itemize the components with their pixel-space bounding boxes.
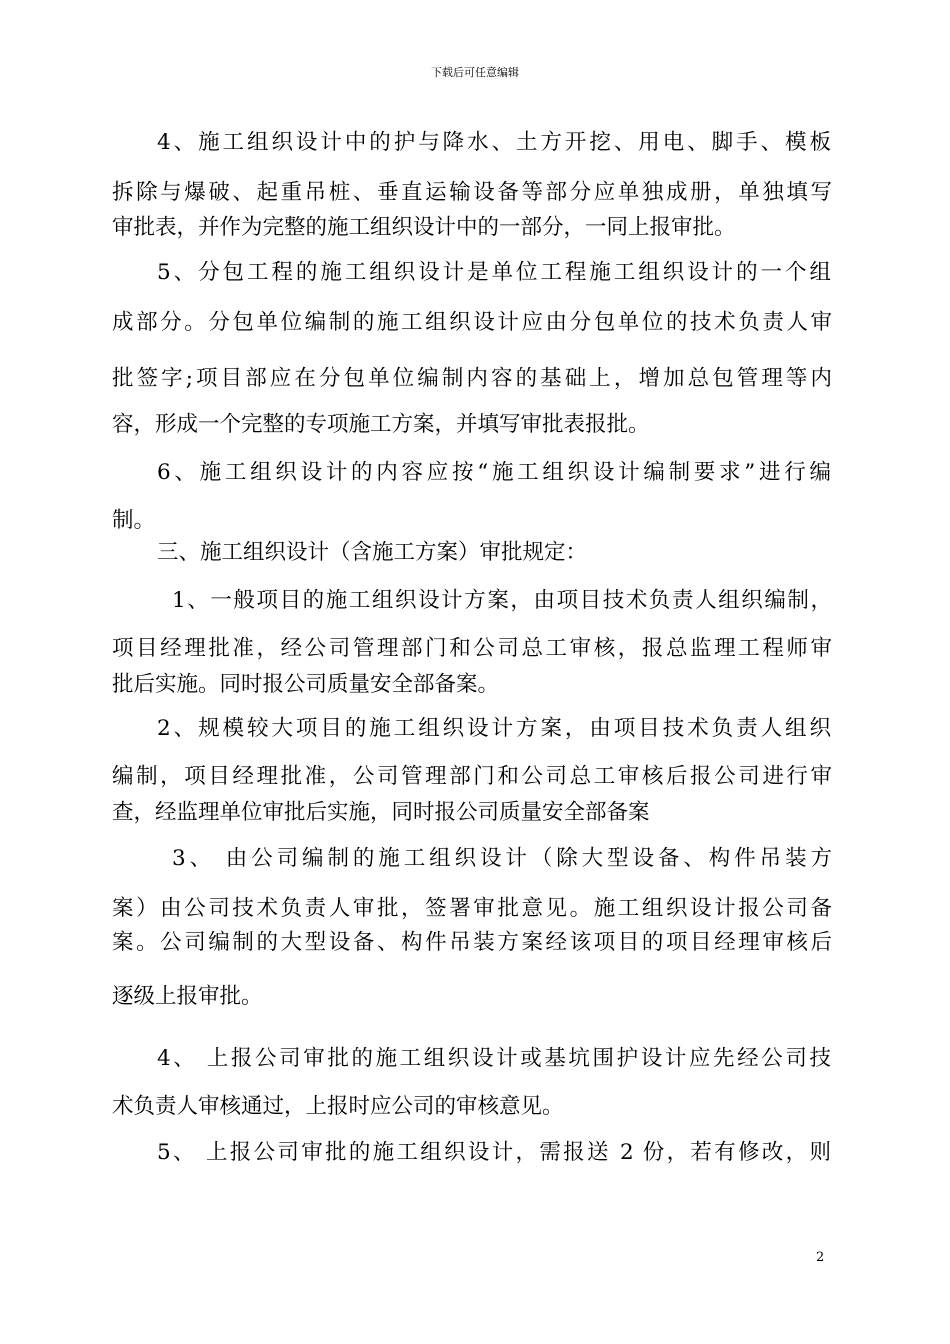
paragraph-line: 逐级上报审批。 — [112, 984, 263, 1009]
paragraph-line: 4、施工组织设计中的护与降水、土方开挖、用电、脚手、模板 — [157, 130, 831, 155]
paragraph-line: 批后实施。同时报公司质量安全部备案。 — [112, 672, 500, 697]
paragraph-line: 项目经理批准，经公司管理部门和公司总工审核，报总监理工程师审 — [112, 636, 832, 661]
paragraph-line: 术负责人审核通过，上报时应公司的审核意见。 — [112, 1094, 564, 1119]
paragraph-line: 4、 上报公司审批的施工组织设计或基坑围护设计应先经公司技 — [157, 1046, 831, 1071]
paragraph-line: 案。公司编制的大型设备、构件吊装方案经该项目的项目经理审核后 — [112, 930, 832, 955]
page-header: 下载后可任意编辑 — [431, 66, 519, 79]
paragraph-line: 制。 — [112, 508, 156, 533]
paragraph-line: 成部分。分包单位编制的施工组织设计应由分包单位的技术负责人审 — [112, 310, 832, 335]
paragraph-line: 6、施工组织设计的内容应按“施工组织设计编制要求”进行编 — [157, 460, 831, 485]
section-heading: 三、施工组织设计（含施工方案）审批规定： — [157, 540, 588, 565]
paragraph-line: 查，经监理单位审批后实施，同时报公司质量安全部备案 — [112, 800, 650, 825]
paragraph-line: 编制，项目经理批准，公司管理部门和公司总工审核后报公司进行审 — [112, 764, 832, 789]
paragraph-line: 1、一般项目的施工组织设计方案，由项目技术负责人组织编制， — [172, 588, 832, 613]
paragraph-line: 5、分包工程的施工组织设计是单位工程施工组织设计的一个组 — [157, 260, 831, 285]
paragraph-line: 审批表，并作为完整的施工组织设计中的一部分，一同上报审批。 — [112, 215, 736, 240]
paragraph-line: 容，形成一个完整的专项施工方案，并填写审批表报批。 — [112, 412, 650, 437]
paragraph-line: 3、 由公司编制的施工组织设计（除大型设备、构件吊装方 — [172, 846, 832, 871]
paragraph-line: 2、规模较大项目的施工组织设计方案，由项目技术负责人组织 — [157, 716, 831, 741]
page-number: 2 — [816, 1250, 825, 1265]
paragraph-line: 拆除与爆破、起重吊桩、垂直运输设备等部分应单独成册，单独填写 — [112, 180, 832, 205]
paragraph-line: 批签字;项目部应在分包单位编制内容的基础上，增加总包管理等内 — [112, 366, 832, 391]
paragraph-line: 5、 上报公司审批的施工组织设计，需报送 2 份，若有修改，则 — [157, 1140, 831, 1165]
paragraph-line: 案）由公司技术负责人审批，签署审批意见。施工组织设计报公司备 — [112, 896, 832, 921]
